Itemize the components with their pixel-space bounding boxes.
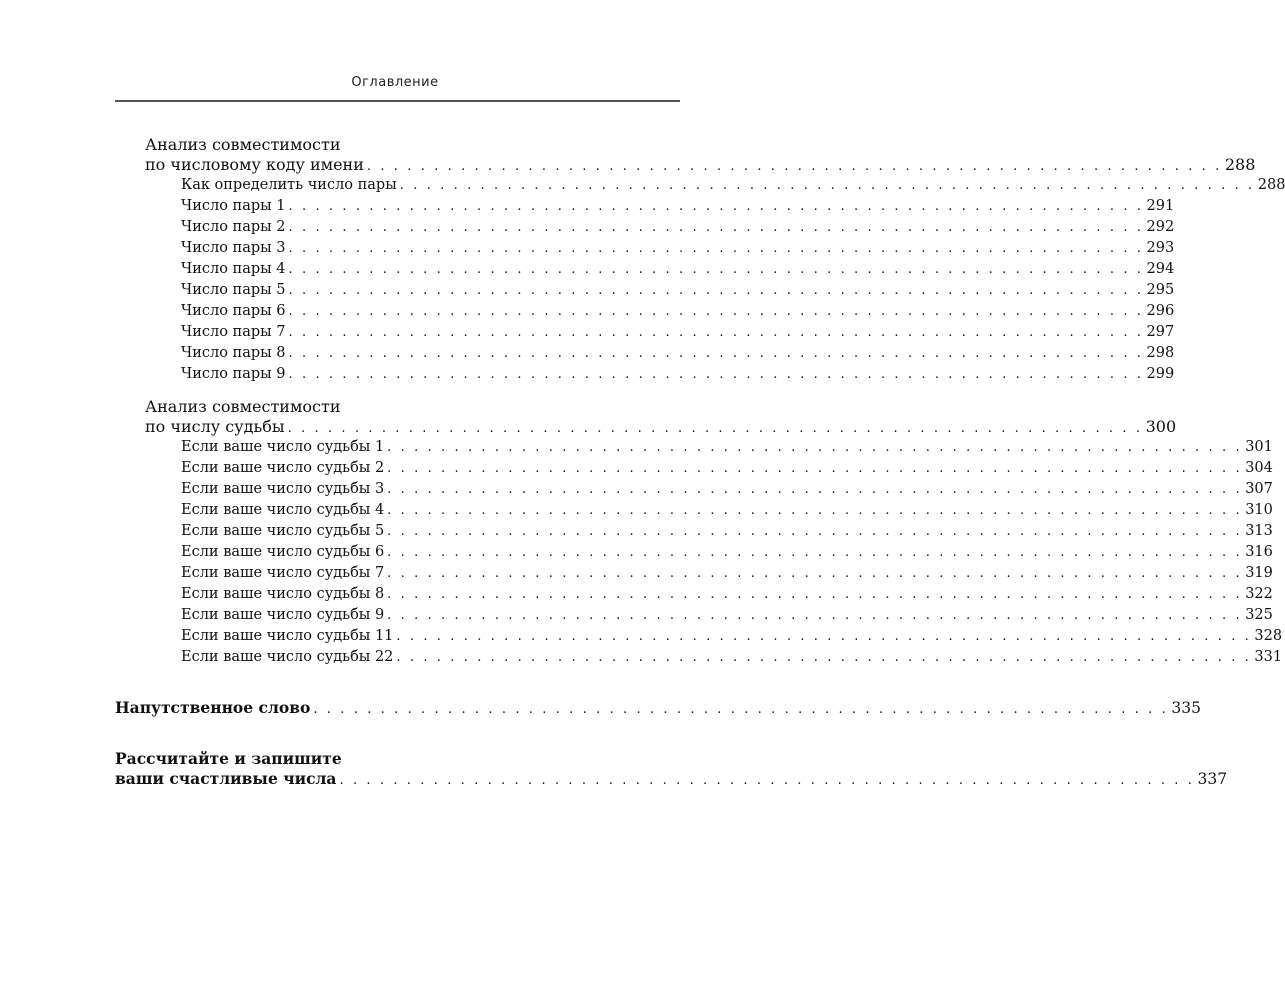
entry-page: 295 (1146, 282, 1175, 298)
entry-label: Число пары 3 (181, 240, 286, 256)
chapter-title-line1: Рассчитайте и запишите (115, 749, 342, 768)
entry-label: Если ваше число судьбы 3 (181, 481, 385, 497)
toc-entry[interactable] (181, 584, 1273, 605)
entry-page: 304 (1245, 460, 1273, 476)
toc-entry[interactable] (181, 542, 1273, 563)
entry-label: Число пары 1 (181, 198, 286, 214)
entry-label: Если ваше число судьбы 11 (181, 628, 394, 644)
toc-entry[interactable] (181, 259, 1175, 280)
dot-leader: . . . . . . . . . . . . . . . . . . . . . . . . . . . . . . . . . . . . . . . . . . . . . . . . . . . . . . . . . . . . . . . . (387, 566, 1243, 581)
entry-page: 307 (1245, 481, 1273, 497)
entry-page: 291 (1146, 198, 1175, 214)
dot-leader: . . . . . . . . . . . . . . . . . . . . . . . . . . . . . . . . . . . . . . . . . . . . . . . . . . . . . . . . . . . . . . . . (387, 482, 1243, 497)
entry-label: Число пары 9 (181, 366, 286, 382)
entry-label: Число пары 2 (181, 219, 286, 235)
dot-leader: . . . . . . . . . . . . . . . . . . . . . . . . . . . . . . . . . . . . . . . . . . . . . . . . . . . . . . . . . . . . . . . . (313, 702, 1169, 717)
entry-page: 292 (1146, 219, 1175, 235)
entry-page: 296 (1146, 303, 1175, 319)
toc-entry[interactable] (181, 647, 1283, 668)
entry-label: по числу судьбы (145, 417, 285, 436)
dot-leader: . . . . . . . . . . . . . . . . . . . . . . . . . . . . . . . . . . . . . . . . . . . . . . . . . . . . . . . . . . . . . . . . (288, 262, 1144, 277)
entry-label: Если ваше число судьбы 6 (181, 544, 385, 560)
section-title-line1: Анализ совместимости (145, 135, 341, 154)
toc-entry[interactable] (181, 217, 1175, 238)
dot-leader: . . . . . . . . . . . . . . . . . . . . . . . . . . . . . . . . . . . . . . . . . . . . . . . . . . . . . . . . . . . . . . . . (288, 325, 1144, 340)
entry-page: 319 (1245, 565, 1273, 581)
entry-label: Если ваше число судьбы 2 (181, 460, 385, 476)
entry-page: 298 (1146, 345, 1175, 361)
entry-label: Если ваше число судьбы 8 (181, 586, 385, 602)
entry-page: 293 (1146, 240, 1175, 256)
toc-entry[interactable] (181, 626, 1283, 647)
entry-label: по числовому коду имени (145, 155, 364, 174)
dot-leader: . . . . . . . . . . . . . . . . . . . . . . . . . . . . . . . . . . . . . . . . . . . . . . . . . . . . . . . . . . . . . . . . (399, 178, 1255, 193)
entry-page: 301 (1245, 439, 1273, 455)
entry-page: 328 (1254, 628, 1283, 644)
toc-entry[interactable] (181, 175, 1285, 196)
toc-entry[interactable] (181, 437, 1273, 458)
toc-entry[interactable] (181, 458, 1273, 479)
entry-label: Напутственное слово (115, 698, 311, 717)
toc-entry[interactable] (181, 343, 1175, 364)
entry-page: 325 (1245, 607, 1273, 623)
entry-label: Как определить число пары (181, 177, 397, 193)
toc-entry-section-destiny[interactable] (145, 416, 1177, 437)
dot-leader: . . . . . . . . . . . . . . . . . . . . . . . . . . . . . . . . . . . . . . . . . . . . . . . . . . . . . . . . . . . . . . . . (387, 608, 1243, 623)
dot-leader: . . . . . . . . . . . . . . . . . . . . . . . . . . . . . . . . . . . . . . . . . . . . . . . . . . . . . . . . . . . . . . . . (287, 421, 1143, 436)
entry-label: Число пары 6 (181, 303, 286, 319)
entry-page: 337 (1197, 770, 1228, 788)
toc-entry[interactable] (181, 301, 1175, 322)
entry-page: 310 (1245, 502, 1273, 518)
entry-label: Если ваше число судьбы 4 (181, 502, 385, 518)
entry-page: 313 (1245, 523, 1273, 539)
entry-label: Число пары 4 (181, 261, 286, 277)
entry-page: 322 (1245, 586, 1273, 602)
dot-leader: . . . . . . . . . . . . . . . . . . . . . . . . . . . . . . . . . . . . . . . . . . . . . . . . . . . . . . . . . . . . . . . . (396, 629, 1252, 644)
dot-leader: . . . . . . . . . . . . . . . . . . . . . . . . . . . . . . . . . . . . . . . . . . . . . . . . . . . . . . . . . . . . . . . . (288, 304, 1144, 319)
dot-leader: . . . . . . . . . . . . . . . . . . . . . . . . . . . . . . . . . . . . . . . . . . . . . . . . . . . . . . . . . . . . . . . . (396, 650, 1252, 665)
dot-leader: . . . . . . . . . . . . . . . . . . . . . . . . . . . . . . . . . . . . . . . . . . . . . . . . . . . . . . . . . . . . . . . . (288, 346, 1144, 361)
dot-leader: . . . . . . . . . . . . . . . . . . . . . . . . . . . . . . . . . . . . . . . . . . . . . . . . . . . . . . . . . . . . . . . . (366, 159, 1222, 174)
entry-page: 335 (1171, 699, 1201, 717)
toc-entry[interactable] (181, 479, 1273, 500)
running-header: Оглавление (351, 75, 439, 90)
entry-label: Число пары 7 (181, 324, 286, 340)
toc-entry[interactable] (181, 605, 1273, 626)
entry-label: Если ваше число судьбы 22 (181, 649, 394, 665)
dot-leader: . . . . . . . . . . . . . . . . . . . . . . . . . . . . . . . . . . . . . . . . . . . . . . . . . . . . . . . . . . . . . . . . (288, 199, 1144, 214)
entry-page: 316 (1245, 544, 1273, 560)
dot-leader: . . . . . . . . . . . . . . . . . . . . . . . . . . . . . . . . . . . . . . . . . . . . . . . . . . . . . . . . . . . . . . . . (288, 220, 1144, 235)
toc-entry[interactable] (181, 521, 1273, 542)
toc-entry-farewell[interactable] (115, 697, 1201, 718)
section-title-line1: Анализ совместимости (145, 397, 341, 416)
entry-page: 294 (1146, 261, 1175, 277)
toc-entry[interactable] (181, 196, 1175, 217)
entry-label: Если ваше число судьбы 9 (181, 607, 385, 623)
entry-page: 331 (1254, 649, 1283, 665)
dot-leader: . . . . . . . . . . . . . . . . . . . . . . . . . . . . . . . . . . . . . . . . . . . . . . . . . . . . . . . . . . . . . . . . (387, 587, 1243, 602)
dot-leader: . . . . . . . . . . . . . . . . . . . . . . . . . . . . . . . . . . . . . . . . . . . . . . . . . . . . . . . . . . . . . . . . (339, 773, 1195, 788)
toc-entry[interactable] (181, 500, 1273, 521)
dot-leader: . . . . . . . . . . . . . . . . . . . . . . . . . . . . . . . . . . . . . . . . . . . . . . . . . . . . . . . . . . . . . . . . (387, 545, 1243, 560)
toc-entry-section-name-code[interactable] (145, 154, 1256, 175)
entry-page: 288 (1257, 177, 1285, 193)
entry-page: 288 (1224, 155, 1256, 174)
dot-leader: . . . . . . . . . . . . . . . . . . . . . . . . . . . . . . . . . . . . . . . . . . . . . . . . . . . . . . . . . . . . . . . . (387, 440, 1243, 455)
entry-page: 299 (1146, 366, 1175, 382)
dot-leader: . . . . . . . . . . . . . . . . . . . . . . . . . . . . . . . . . . . . . . . . . . . . . . . . . . . . . . . . . . . . . . . . (288, 283, 1144, 298)
dot-leader: . . . . . . . . . . . . . . . . . . . . . . . . . . . . . . . . . . . . . . . . . . . . . . . . . . . . . . . . . . . . . . . . (288, 367, 1144, 382)
toc-entry[interactable] (181, 238, 1175, 259)
toc-entry[interactable] (181, 322, 1175, 343)
dot-leader: . . . . . . . . . . . . . . . . . . . . . . . . . . . . . . . . . . . . . . . . . . . . . . . . . . . . . . . . . . . . . . . . (288, 241, 1144, 256)
toc-entry[interactable] (181, 364, 1175, 385)
dot-leader: . . . . . . . . . . . . . . . . . . . . . . . . . . . . . . . . . . . . . . . . . . . . . . . . . . . . . . . . . . . . . . . . (387, 503, 1243, 518)
entry-label: Если ваше число судьбы 1 (181, 439, 385, 455)
entry-label: Если ваше число судьбы 7 (181, 565, 385, 581)
toc-entry[interactable] (181, 563, 1273, 584)
dot-leader: . . . . . . . . . . . . . . . . . . . . . . . . . . . . . . . . . . . . . . . . . . . . . . . . . . . . . . . . . . . . . . . . (387, 461, 1243, 476)
entry-page: 297 (1146, 324, 1175, 340)
entry-page: 300 (1145, 417, 1177, 436)
toc-entry-lucky-numbers[interactable] (115, 768, 1228, 789)
toc-entry[interactable] (181, 280, 1175, 301)
dot-leader: . . . . . . . . . . . . . . . . . . . . . . . . . . . . . . . . . . . . . . . . . . . . . . . . . . . . . . . . . . . . . . . . (387, 524, 1243, 539)
entry-label: ваши счастливые числа (115, 769, 337, 788)
entry-label: Число пары 5 (181, 282, 286, 298)
entry-label: Число пары 8 (181, 345, 286, 361)
entry-label: Если ваше число судьбы 5 (181, 523, 385, 539)
